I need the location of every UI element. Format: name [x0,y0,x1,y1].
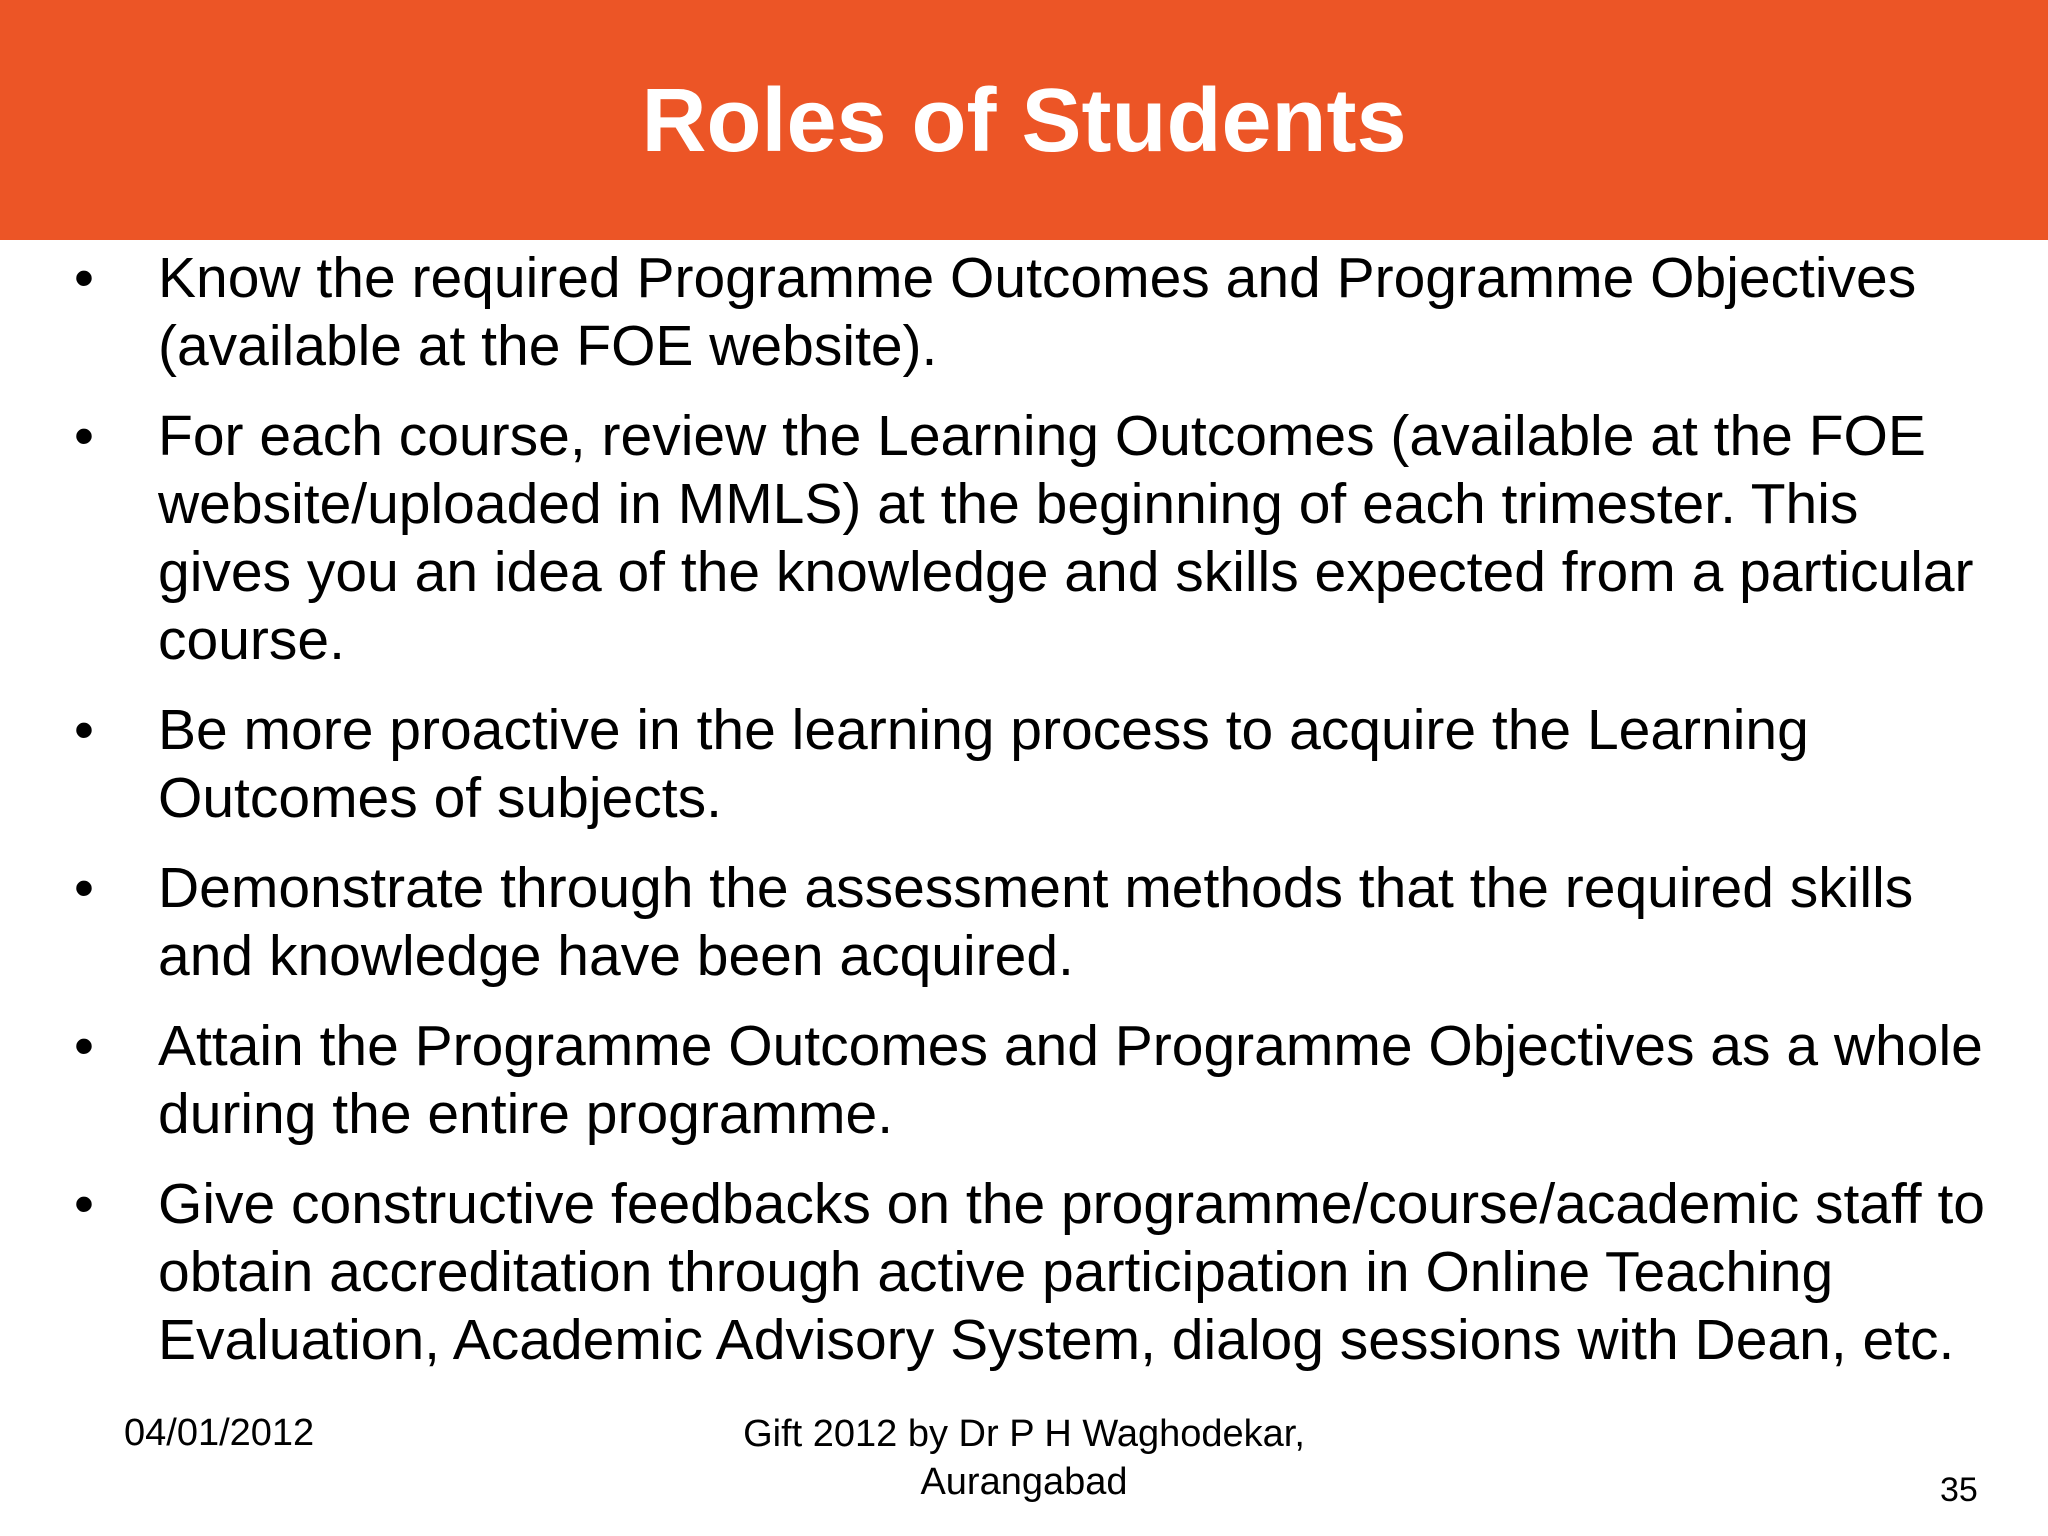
bullet-icon: • [74,856,94,920]
bullet-item [0,1170,2048,1374]
bullet-item [0,402,2048,674]
bullet-icon: • [74,698,94,762]
footer-credit [724,1410,1324,1506]
bullet-text: Demonstrate through the assessment methods that the required skills and knowledge have been acquired. [158,856,1914,988]
bullet-icon: • [74,404,94,468]
footer-credit-line1: Gift 2012 by Dr P H Waghodekar, [743,1413,1305,1455]
bullet-text: Attain the Programme Outcomes and Programme Objectives as a whole during the entire programme. [158,1014,1983,1146]
footer-credit-line2: Aurangabad [920,1461,1128,1503]
bullet-icon: • [74,246,94,310]
slide-number: 35 [1940,1471,1978,1509]
bullet-list [0,244,2048,1396]
bullet-text: For each course, review the Learning Outcomes (available at the FOE website/uploaded in MMLS) at the beginning of each trimester. This gives you an idea of the knowledge and skills expected from a particular course. [158,404,1974,672]
bullet-icon: • [74,1172,94,1236]
bullet-item [0,696,2048,832]
footer-date: 04/01/2012 [124,1412,315,1454]
bullet-text: Know the required Programme Outcomes and Programme Objectives (available at the FOE website). [158,246,1917,378]
bullet-text: Give constructive feedbacks on the programme/course/academic staff to obtain accreditation through active participation in Online Teaching Evaluation, Academic Advisory System, dialog sessions with Dean, etc. [158,1172,1986,1372]
bullet-icon: • [74,1014,94,1078]
bullet-item [0,1012,2048,1148]
bullet-item [0,854,2048,990]
title-banner [0,0,2048,240]
bullet-item [0,244,2048,380]
slide-title: Roles of Students [641,71,1407,171]
bullet-text: Be more proactive in the learning process to acquire the Learning Outcomes of subjects. [158,698,1809,830]
